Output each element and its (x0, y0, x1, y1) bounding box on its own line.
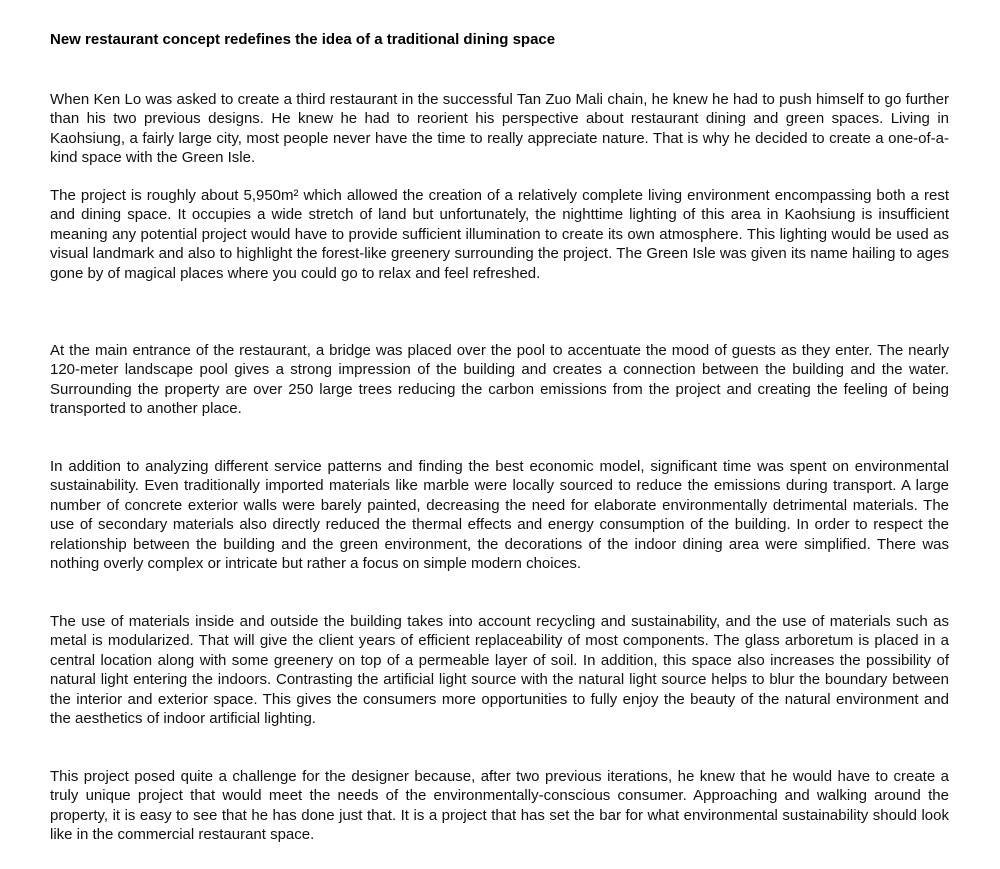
article-paragraph: When Ken Lo was asked to create a third restaurant in the successful Tan Zuo Mali chain, he knew he had to push himself to go further than his two previous designs. He knew he had to reorient his perspective about restaurant dining and green spaces. Living in Kaohsiung, a fairly large city, most people never have the time to really appreciate nature. That is why he decided to create a one-of-a-kind space with the Green Isle. (50, 91, 949, 167)
article-title: New restaurant concept redefines the idea of a traditional dining space (50, 31, 556, 48)
article-paragraph: The project is roughly about 5,950m² which allowed the creation of a relatively complete living environment encompassing both a rest and dining space. It occupies a wide stretch of land but unfortunately, the nighttime lighting of this area in Kaohsiung is insufficient meaning any potential project would have to provide sufficient illumination to create its own atmosphere. This lighting would be used as visual landmark and also to highlight the forest-like greenery surrounding the project. The Green Isle was given its name hailing to ages gone by of magical places where you could go to relax and feel refreshed. (50, 187, 949, 282)
article-paragraph: This project posed quite a challenge for the designer because, after two previous iterations, he knew that he would have to create a truly unique project that would meet the needs of the environmentally-conscious consumer. Approaching and walking around the property, it is easy to see that he has done just that. It is a project that has set the bar for what environmental sustainability should look like in the commercial restaurant space. (50, 768, 949, 844)
article-paragraph: The use of materials inside and outside the building takes into account recycling and sustainability, and the use of materials such as metal is modularized. That will give the client years of efficient replaceability of most components. The glass arboretum is placed in a central location along with some greenery on top of a permeable layer of soil. In addition, this space also increases the possibility of natural light entering the indoors. Contrasting the artificial light source with the natural light source helps to blur the boundary between the interior and exterior space. This gives the consumers more opportunities to fully enjoy the beauty of the natural environment and the aesthetics of indoor artificial lighting. (50, 613, 949, 728)
article-paragraph: At the main entrance of the restaurant, a bridge was placed over the pool to accentuate the mood of guests as they enter. The nearly 120-meter landscape pool gives a strong impression of the building and creates a connection between the building and the water. Surrounding the property are over 250 large trees reducing the carbon emissions from the project and creating the feeling of being transported to another place. (50, 342, 949, 418)
article (50, 30, 949, 844)
article-paragraph: In addition to analyzing different service patterns and finding the best economic model, significant time was spent on environmental sustainability. Even traditionally imported materials like marble were locally sourced to reduce the emissions during transport. A large number of concrete exterior walls were barely painted, decreasing the need for elaborate environmentally detrimental materials. The use of secondary materials also directly reduced the thermal effects and energy consumption of the building. In order to respect the relationship between the building and the green environment, the decorations of the indoor dining area were simplified. There was nothing overly complex or intricate but rather a focus on simple modern choices. (50, 458, 949, 573)
